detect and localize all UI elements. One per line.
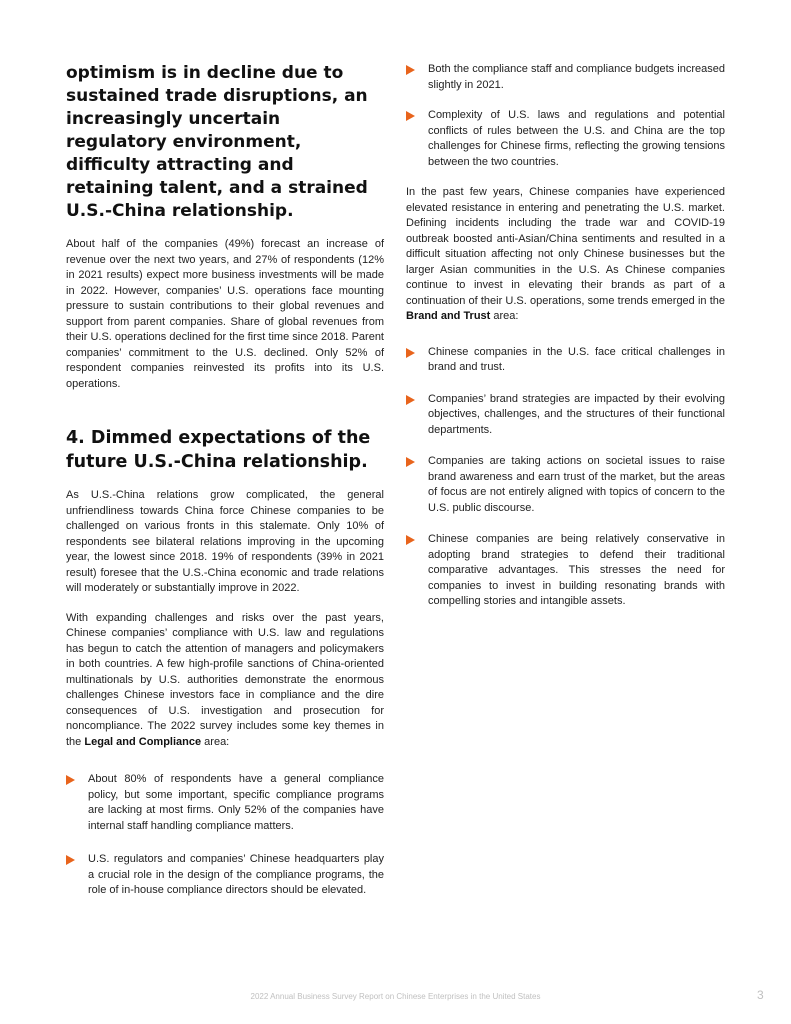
list-item — [406, 532, 725, 610]
right-column — [406, 62, 725, 626]
list-item — [406, 392, 725, 439]
list-item-text: Companies are taking actions on societal issues to raise brand awareness and earn trust of the market, but the areas of focus are not entirely aligned with topics of concern to the U.S. public discourse. — [428, 455, 725, 514]
lead-heading: optimism is in decline due to sustained trade disruptions, an increasingly uncertain regulatory environment, difficulty attracting and retaining talent, and a strained U.S.-China relationship. — [66, 63, 368, 221]
paragraph-compliance — [66, 611, 384, 751]
list-item — [406, 62, 725, 93]
paragraph-brand-suffix: area: — [490, 310, 519, 322]
triangle-bullet-icon — [66, 855, 75, 865]
triangle-bullet-icon — [406, 535, 415, 545]
list-item — [406, 454, 725, 516]
left-column — [66, 62, 384, 917]
list-item — [406, 108, 725, 170]
list-item-text: Both the compliance staff and compliance budgets increased slightly in 2021. — [428, 63, 725, 91]
list-item-text: Complexity of U.S. laws and regulations and potential conflicts of rules between the U.S. and China are the top challenges for Chinese firms, reflecting the growing tensions between the two countries. — [428, 109, 725, 168]
list-item-text: Companies’ brand strategies are impacted by their evolving objectives, challenges, and the structures of their functional departments. — [428, 392, 725, 436]
list-item-text: About 80% of respondents have a general compliance policy, but some important, specific compliance programs are lacking at most firms. Only 52% of the companies have internal staff handling compliance matters. — [88, 773, 384, 832]
page-number: 3 — [757, 988, 764, 1002]
compliance-bullet-list — [66, 772, 384, 899]
page-footer: 2022 Annual Business Survey Report on Chinese Enterprises in the United States — [250, 992, 541, 1001]
compliance-bullet-list-continued — [406, 62, 725, 170]
brand-bullet-list — [406, 345, 725, 610]
triangle-bullet-icon — [406, 457, 415, 467]
list-item-text: Chinese companies in the U.S. face critical challenges in brand and trust. — [428, 345, 725, 373]
triangle-bullet-icon — [406, 395, 415, 405]
paragraph-relations: As U.S.-China relations grow complicated, the general unfriendliness towards China force Chinese companies to be challenged on various fronts in this stalemate. Only 10% of respondents see bilateral relations improving in the upcoming year, the lowest since 2018. 19% of respondents (39% in 2021 result) foresee that the U.S.-China economic and trade relations will moderately or substantially improve in 2022. — [66, 489, 384, 594]
paragraph-brand — [406, 185, 725, 325]
section-heading-4: 4. Dimmed expectations of the future U.S.-China relationship. — [66, 428, 371, 472]
list-item — [66, 772, 384, 834]
brand-trust-emphasis: Brand and Trust — [406, 310, 491, 322]
triangle-bullet-icon — [406, 65, 415, 75]
paragraph-compliance-text: With expanding challenges and risks over the past years, Chinese companies’ compliance with U.S. law and regulations has begun to catch the attention of managers and policymakers in both countries. A few high-profile sanctions of China-oriented multinationals by U.S. authorities demonstrate the enormous challenges Chinese investors face in compliance and the dire consequences of U.S. investigation and prosecution for noncompliance. The 2022 survey includes some key themes in the — [66, 611, 384, 748]
list-item-text: Chinese companies are being relatively conservative in adopting brand strategies to defend their traditional comparative advantages. This stresses the need for companies to invest in building resonating brands with compelling stories and intangible assets. — [428, 533, 725, 607]
list-item — [406, 345, 725, 376]
triangle-bullet-icon — [406, 111, 415, 121]
triangle-bullet-icon — [66, 775, 75, 785]
list-item-text: U.S. regulators and companies’ Chinese headquarters play a crucial role in the design of the compliance programs, the role of in-house compliance directors should be elevated. — [88, 853, 384, 896]
legal-compliance-emphasis: Legal and Compliance — [84, 735, 202, 748]
list-item — [66, 852, 384, 899]
triangle-bullet-icon — [406, 348, 415, 358]
paragraph-revenue: About half of the companies (49%) forecast an increase of revenue over the next two years, and 27% of respondents (12% in 2021 results) expect more business investments will be made in 2022. However, companies’ U.S. operations face mounting pressure to sustain contributions to their global revenues and support from parent companies. Share of global revenues from their U.S. operations declined for the first time since 2018. Parent companies’ commitment to the U.S. declined. Only 52% of respondent companies reinvested its profits into its U.S. operations. — [66, 238, 384, 390]
paragraph-brand-text: In the past few years, Chinese companies have experienced elevated resistance in entering and penetrating the U.S. market. Defining incidents including the trade war and COVID-19 outbreak boosted anti-Asian/China sentiments and resulted in a difficult situation affecting not only Chinese businesses but the larger Asian communities in the U.S. As Chinese companies continue to invest in elevating their brands as part of a continuation of their U.S. operations, some trends emerged in the — [406, 186, 725, 307]
paragraph-compliance-suffix: area: — [201, 735, 230, 748]
